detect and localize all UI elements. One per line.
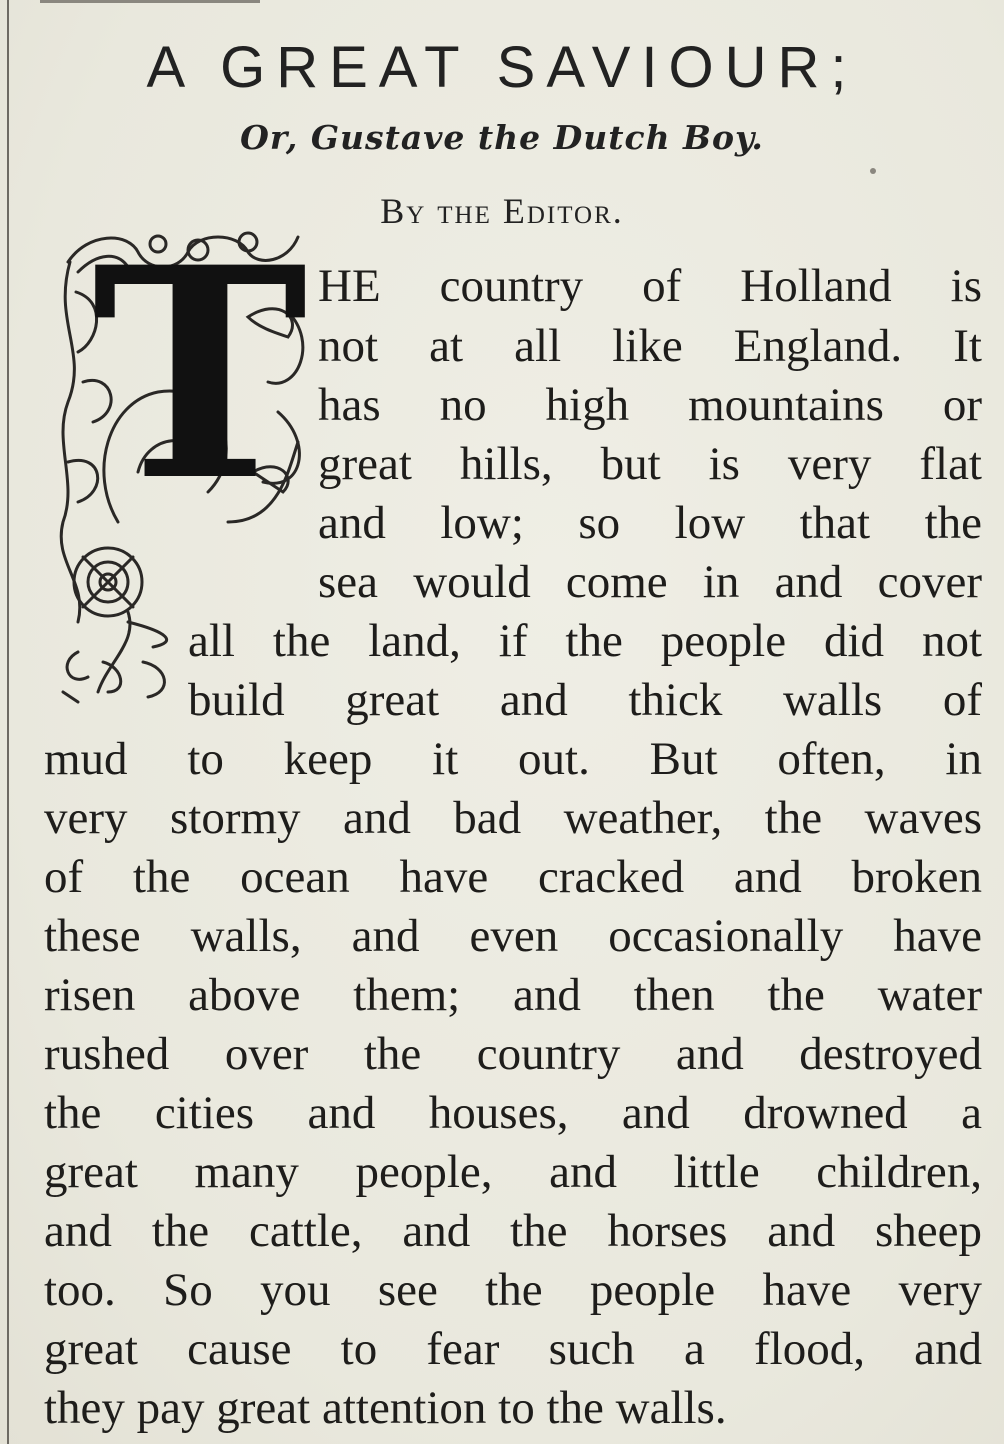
body-line-8: build great and thick walls of (188, 674, 982, 726)
drop-cap-letter: T (92, 205, 308, 545)
body-line-2: not at all like England. It (318, 320, 982, 372)
body-line-6: sea would come in and cover (318, 556, 982, 608)
body-line-17: and the cattle, and the horses and sheep (44, 1205, 982, 1257)
ink-speck (870, 168, 876, 174)
body-line-12: these walls, and even occasionally have (44, 910, 982, 962)
body-line-15: the cities and houses, and drowned a (44, 1087, 982, 1139)
top-border-rule (40, 0, 260, 3)
body-line-7: all the land, if the people did not (188, 615, 982, 667)
body-line-13: risen above them; and then the water (44, 969, 982, 1021)
article-byline: By the Editor. (380, 191, 624, 231)
body-line-19: great cause to fear such a flood, and (44, 1323, 982, 1375)
body-line-9: mud to keep it out. But often, in (44, 733, 982, 785)
body-line-3: has no high mountains or (318, 379, 982, 431)
article-subtitle: Or, Gustave the Dutch Boy. (240, 118, 764, 157)
body-line-5: and low; so low that the (318, 497, 982, 549)
body-line-14: rushed over the country and destroyed (44, 1028, 982, 1080)
body-line-18: too. So you see the people have very (44, 1264, 982, 1316)
article-title: A GREAT SAVIOUR; (146, 35, 858, 100)
body-line-10: very stormy and bad weather, the waves (44, 792, 982, 844)
body-line-1: HE country of Holland is (318, 260, 982, 312)
body-line-11: of the ocean have cracked and broken (44, 851, 982, 903)
body-line-20: they pay great attention to the walls. (44, 1382, 727, 1434)
body-line-16: great many people, and little children, (44, 1146, 982, 1198)
body-line-4: great hills, but is very flat (318, 438, 982, 490)
